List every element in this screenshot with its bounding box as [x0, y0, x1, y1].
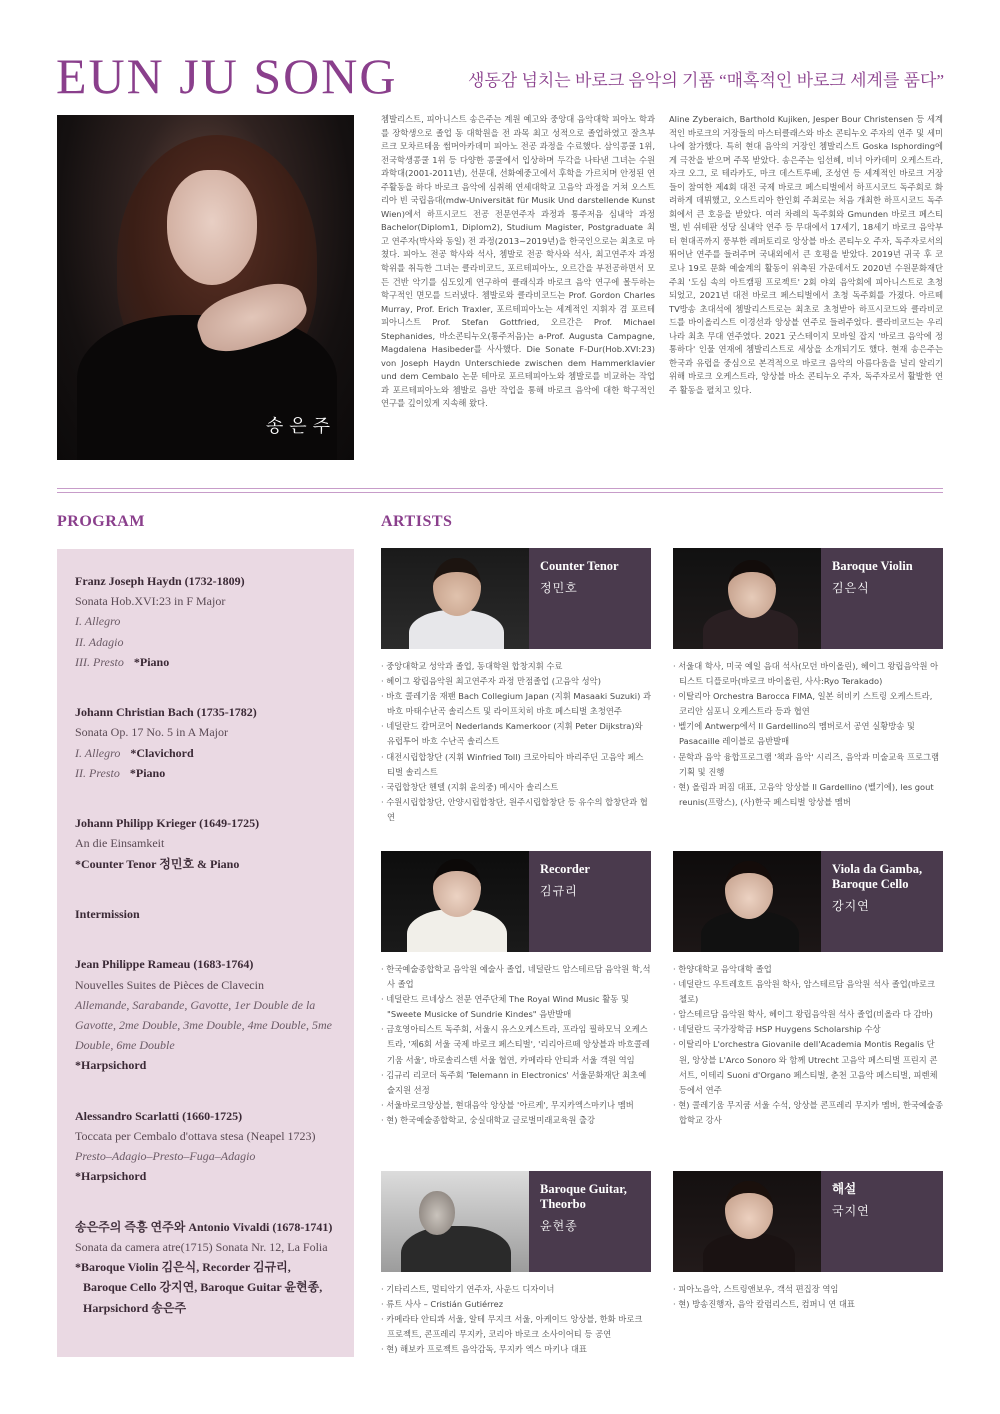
program-composer: Jean Philippe Rameau (1683-1764) — [75, 957, 254, 972]
list-item: · 이탈리아 Orchestra Barocca FIMA, 일본 히비키 스트링 오케스트라, 코리안 심포니 오케스트라 등과 협연 — [673, 689, 943, 719]
list-item: · 금호영아티스트 독주회, 서울시 유스오케스트라, 프라임 필하모닉 오케스트라, '제6회 서울 국제 바로크 페스티벌', '리리아르떼 앙상블과 바흐콜레기움 서울', 바로솔리스텐 서울 협연, 카메라타 안티콰 서울 객원 역임 — [381, 1022, 651, 1067]
artist-name: 김은식 — [832, 581, 870, 595]
program-composer: Johann Christian Bach (1735-1782) — [75, 705, 257, 720]
artist-profile — [673, 1171, 943, 1312]
artist-name: 강지연 — [832, 899, 870, 913]
program-movement: Gavotte, 2me Double, 3me Double, 4me Double, 5me — [75, 1018, 332, 1032]
list-item: · 네덜란드 우트레흐트 음악원 학사, 암스테르담 음악원 석사 졸업(바로크 첼로) — [673, 977, 943, 1007]
list-item: · 문학과 음악 융합프로그램 '책과 음악' 시리즈, 음악과 미술교육 프로그램 기획 및 진행 — [673, 750, 943, 780]
list-item: · 김규리 리코더 독주회 'Telemann in Electronics' 서울문화재단 최초예술지원 선정 — [381, 1068, 651, 1098]
artist-role: Counter Tenor — [540, 559, 619, 573]
artist-role: Viola da Gamba, Baroque Cello — [832, 862, 923, 891]
artists-heading: ARTISTS — [381, 513, 453, 530]
program-performers: Harpsichord 송은주 — [83, 1300, 187, 1315]
list-item: · 벨기에 Antwerp에서 Il Gardellino의 멤버로서 공연 실황방송 및 Pasacaille 레이블로 음반발매 — [673, 719, 943, 749]
artist-photo — [673, 1171, 821, 1272]
artist-role: 해설 — [832, 1182, 857, 1196]
list-item: · 서울대 학사, 미국 예일 음대 석사(모던 바이올린), 헤이그 왕립음악원 아티스트 디플로마(바로크 바이올린, 사사:Ryo Terakado) — [673, 659, 943, 689]
artist-notes — [673, 962, 943, 1128]
section-divider-top — [57, 488, 943, 489]
artist-name: 김규리 — [540, 884, 578, 898]
artist-role: Baroque Guitar, Theorbo — [540, 1182, 627, 1211]
list-item: · 카메라타 안티콰 서울, 알테 무지크 서울, 아케이드 앙상블, 한화 바로크 프로젝트, 콘프레리 무지카, 코리아 바로크 소사이어티 등 공연 — [381, 1312, 651, 1342]
bio-column-1 — [381, 113, 655, 411]
artist-name: 국지연 — [832, 1204, 870, 1218]
program-composer: Johann Philipp Krieger (1649-1725) — [75, 816, 260, 831]
list-item: · 대전시립합창단 (지휘 Winfried Toll) 크로아티아 바리주딘 고음악 페스티벌 솔리스트 — [381, 750, 651, 780]
artist-notes — [381, 962, 651, 1128]
list-item: · 현) 방송진행자, 음악 칼럼리스트, 컴퍼니 연 대표 — [673, 1297, 943, 1312]
bio-column-2 — [669, 113, 943, 397]
list-item: · 한국예술종합학교 음악원 예술사 졸업, 네덜란드 암스테르담 음악원 학,석사 졸업 — [381, 962, 651, 992]
artist-photo — [673, 851, 821, 952]
list-item: · 현) 해보카 프로젝트 음악감독, 무지카 엑스 마키나 대표 — [381, 1342, 651, 1357]
artist-profile — [381, 548, 651, 825]
artist-profile — [381, 1171, 651, 1357]
program-performers: Baroque Cello 강지연, Baroque Guitar 윤현종, — [83, 1280, 323, 1295]
instrument-note: *Piano — [129, 765, 166, 780]
page-title: EUN JU SONG — [56, 48, 398, 104]
artist-card — [381, 548, 651, 649]
program-movement: III. Presto *Piano — [75, 654, 170, 669]
artist-photo — [673, 548, 821, 649]
program-movement: Double, 6me Double — [75, 1038, 175, 1053]
program-movement: Presto–Adagio–Presto–Fuga–Adagio — [75, 1149, 256, 1164]
section-divider-bottom — [57, 492, 943, 493]
program-performers: *Harpsichord — [75, 1169, 147, 1184]
artist-role: Recorder — [540, 862, 590, 876]
program-performers: *Harpsichord — [75, 1058, 147, 1073]
list-item: · 네덜란드 르네상스 전문 연주단체 The Royal Wind Music 활동 및 "Sweete Musicke of Sundrie Kindes" 음반발매 — [381, 992, 651, 1022]
list-item: · 중앙대학교 성악과 졸업, 동대학원 합창지휘 수료 — [381, 659, 651, 674]
portrait-name-caption: 송은주 — [265, 416, 336, 437]
program-intermission: Intermission — [75, 907, 140, 921]
artist-photo — [381, 851, 529, 952]
program-movement: I. Allegro *Clavichord — [75, 745, 194, 760]
program-movement: Allemande, Sarabande, Gavotte, 1er Double de la — [75, 997, 316, 1012]
bio-text-2: Aline Zyberaich, Barthold Kujiken, Jesper Bour Christensen 등 세계적인 바로크의 거장들의 마스터클래스와 바소 콘티누오 주자의 연주 및 세미나에 참가했다. 특히 현대 음악의 거장인 쳄발리스트 Goska Isphording에게 극찬을 받으며 주목 받았다. 송은주는 임선혜, 비너 아카데미 오케스트라, 자크 오그, 로 테라카도, 마크 데스트루베, 조성연 등 세계적인 바로크 거장들이 참여한 제4회 대전 국제 바로크 페스티벌에서 하프시코드 독주회로 화려하게 데뷔했고, 오스트리아 한인회 주최로는 처음 개최한 하프시코드 독주회에서 큰 호응을 받았다. 여러 차례의 독주회와 Gmunden 바로크 페스티벌, 빈 쉬테판 성당 실내악 연주 등 무대에서 17세기, 18세기 바로크 음악부터 현대곡까지 풍부한 레퍼토리로 앙상블 바소 콘티누오 주자, 독주자로서의 뛰어난 연주를 들려주며 국내외에서 큰 호평을 받았다. 2019년 귀국 후 코로나 19로 문화 예술계의 활동이 위축된 가운데서도 2020년 수원문화재단 주최 '도심 속의 아트캠핑 프로젝트' 2회 야외 음악회에 피아니스트로 초청되었고, 2021년 대전 바로크 페스티벌에서 초청 독주회를 가졌다. 아르떼 TV방송 초대석에 쳄발리스트로는 최초로 초청받아 하프시코드와 클라비코드를 바이올리스트 이경선과 앙상블 연주로 들려주었다. 클라비코드는 우리나라 최초 무대 연주였다. 2021 굿스테이지 모바일 잡지 '바로크 음악에 정통하다' 인물 연재에 쳄발리스트로 세상을 소개되기도 했다. 현재 송은주는 한국과 유럽을 중심으로 본격적으로 바로크 음악의 아름다움을 널리 알리기 위해 바로크 오케스트라, 앙상블 바소 콘티누오 주자, 독주자로서 활발한 연주 활동을 펼치고 있다. — [669, 114, 943, 395]
program-composer: Alessandro Scarlatti (1660-1725) — [75, 1108, 243, 1123]
list-item: · 암스테르담 음악원 학사, 헤이그 왕립음악원 석사 졸업(비올라 다 감바) — [673, 1007, 943, 1022]
artist-card — [381, 851, 651, 952]
list-item: · 국립합창단 헨델 (지휘 윤의중) 메시아 솔리스트 — [381, 780, 651, 795]
program-movement: II. Presto *Piano — [75, 765, 166, 780]
list-item: · 현) 콜레기움 무지쿰 서울 수석, 앙상블 콘프레리 무지카 멤버, 한국예술종합학교 강사 — [673, 1098, 943, 1128]
artist-notes — [673, 659, 943, 810]
list-item: · 네덜란드 캄머코어 Nederlands Kamerkoor (지휘 Peter Dijkstra)와 유럽투어 바흐 수난곡 솔리스트 — [381, 719, 651, 749]
program-panel — [57, 549, 354, 1357]
artist-notes — [381, 1282, 651, 1357]
artist-card — [673, 851, 943, 952]
program-work: Toccata per Cembalo d'ottava stesa (Neapel 1723) — [75, 1129, 316, 1143]
program-work: Sonata da camera atre(1715) Sonata Nr. 12, La Folia — [75, 1240, 328, 1254]
instrument-note: *Clavichord — [130, 745, 194, 760]
program-performers: *Baroque Violin 김은식, Recorder 김규리, — [75, 1260, 291, 1275]
artist-card — [673, 1171, 943, 1272]
program-work: Sonata Hob.XVI:23 in F Major — [75, 594, 226, 609]
program-movement: II. Adagio — [75, 634, 124, 649]
artist-profile — [673, 548, 943, 810]
list-item: · 네덜란드 국가장학금 HSP Huygens Scholarship 수상 — [673, 1022, 943, 1037]
artist-notes — [381, 659, 651, 825]
program-composer: Franz Joseph Haydn (1732-1809) — [75, 574, 245, 588]
program-heading: PROGRAM — [57, 513, 145, 530]
list-item: · 기타리스트, 멀티악기 연주자, 사운드 디자이너 — [381, 1282, 651, 1297]
list-item: · 한양대학교 음악대학 졸업 — [673, 962, 943, 977]
list-item: · 류트 사사 – Cristián Gutiérrez — [381, 1297, 651, 1312]
page-subtitle: 생동감 넘치는 바로크 음악의 기품 “매혹적인 바로크 세계를 품다” — [467, 71, 944, 90]
program-performers: *Counter Tenor 정민호 & Piano — [75, 856, 240, 871]
list-item: · 헤이그 왕립음악원 최고연주자 과정 만점졸업 (고음악 성악) — [381, 674, 651, 689]
artist-notes — [673, 1282, 943, 1312]
program-movement: I. Allegro — [75, 614, 121, 629]
artist-photo — [381, 1171, 529, 1272]
program-work: Sonata Op. 17 No. 5 in A Major — [75, 725, 228, 740]
program-work: An die Einsamkeit — [75, 836, 165, 851]
portrait-face — [167, 170, 257, 285]
list-item: · 현) 한국예술종합학교, 숭실대학교 글로벌미래교육원 출강 — [381, 1113, 651, 1128]
list-item: · 서울바로크앙상블, 현대음악 앙상블 '아르케', 무지카엑스마키나 멤버 — [381, 1098, 651, 1113]
bio-text-1: 쳄발리스트, 피아니스트 송은주는 계원 예고와 중앙대 음악대학 피아노 학과를 장학생으로 졸업 동 대학원을 전 과목 최고 성적으로 졸업하였고 잘츠부르크 모차르테움 썸머아카데미 피아노 전공 과정을 수료했다. 삼익콩쿨 1위, 전국학생콩쿨 1위 등 다양한 콩쿨에서 입상하며 두각을 나타낸 그녀는 수원과학대(2001-2011년), 선문대, 선화예중고에서 후학을 가르치며 안정된 연주활동을 하다 바로크 음악에 심취해 연세대학교 고음악 과정을 거쳐 오스트리아 빈 국립음대(mdw-Universität für Musik Und darstellende Kunst Wien)에서 하프시코드 전공 전문연주자 과정과 통주저음 심내악 과정 Bachelor(Diplom1, Diplom2), Studium Magister, Postgraduate 최고 연주자(박사와 동일) 전 과정(2013~2019년)을 한국인으로는 최초로 마쳤다. 피아노 전공 학사와 석사, 쳄발로 전공 학사와 석사, 최고연주자 과정 학위를 취득한 그녀는 클라비코드, 포르테피아노, 오르간을 부전공하면서 모든 건반 악기를 심도있게 연구하여 클래식과 바로크 음악 연구에 몰두하는 학구적인 면모를 드러냈다. 쳄발로와 클라비코드는 Prof. Gordon Charles Murray, Prof. Erich Traxler, 포르테피아노는 세계적인 지휘자 겸 포르테피아니스트 Prof. Stefan Gottfried, 오르간은 Prof. Michael Stephanides, 바소콘티누오(통주저음)는 a-Prof. Augusta Campagne, Magdalena Hasibeder를 사사했다. Die Sonate F-Dur(Hob.XVI:23) von Joseph Haydn Unterschiede zwischen dem Hammerklavier und dem Cembalo 논문 테마로 포르테피아노와 쳄발로를 비교하는 작업과 포르테피아노와 쳄발로 음반 작업을 통해 바로크 음악에 대한 학구적인 연구를 깊이있게 지속해 왔다. — [381, 114, 655, 409]
list-item: · 현) 올림과 퍼짐 대표, 고음악 앙상블 Il Gardellino (벨기에), les gout reunis(프랑스), (사)한국 페스티벌 앙상블 멤버 — [673, 780, 943, 810]
hero-portrait-photo — [57, 115, 354, 460]
artist-name: 윤현종 — [540, 1219, 578, 1233]
artist-photo — [381, 548, 529, 649]
artist-name: 정민호 — [540, 581, 578, 595]
artist-card — [673, 548, 943, 649]
artist-role: Baroque Violin — [832, 559, 913, 573]
artist-profile — [381, 851, 651, 1128]
list-item: · 바흐 콜레기움 재팬 Bach Collegium Japan (지휘 Masaaki Suzuki) 과 바흐 마태수난곡 솔리스트 및 라이프치히 바흐 페스티벌 초청연주 — [381, 689, 651, 719]
artist-card — [381, 1171, 651, 1272]
list-item: · 수원시립합창단, 안양시립합창단, 원주시립합창단 등 유수의 합창단과 협연 — [381, 795, 651, 825]
list-item: · 이탈리아 L'orchestra Giovanile dell'Academia Montis Regalis 단원, 앙상블 L'Arco Sonoro 와 함께 Utrecht 고음악 페스티벌 프린지 콘서트, 이테리 Suoni d'Organo 페스티벌, 춘천 고음악 페스티벌, 피렌체 등에서 연주 — [673, 1037, 943, 1097]
program-work: Nouvelles Suites de Pièces de Clavecin — [75, 977, 264, 992]
program-composer: 송은주의 즉흥 연주와 Antonio Vivaldi (1678-1741) — [75, 1219, 333, 1234]
list-item: · 피아노음악, 스트링앤보우, 객석 편집장 역임 — [673, 1282, 943, 1297]
instrument-note: *Piano — [133, 654, 170, 669]
artist-profile — [673, 851, 943, 1128]
